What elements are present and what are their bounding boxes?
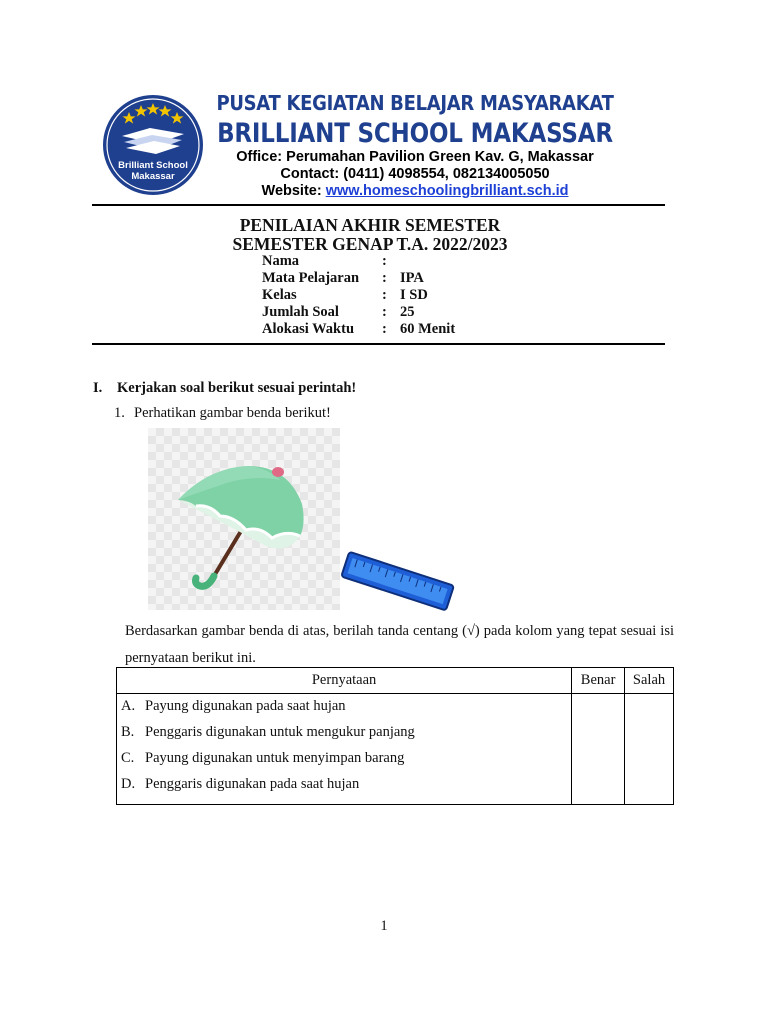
website-label: Website: [261, 183, 322, 199]
question-number: 1. [114, 405, 125, 421]
page-number: 1 [380, 918, 388, 934]
section-instruction: Kerjakan soal berikut sesuai perintah! [117, 380, 357, 396]
info-divider [92, 343, 665, 345]
statement-letter: C. [121, 750, 135, 766]
table-header-row [117, 668, 674, 694]
statement-letter: B. [121, 724, 135, 740]
ruler-icon [341, 552, 454, 611]
question-1 [114, 405, 331, 422]
umbrella-image [148, 428, 340, 610]
header-benar: Benar [572, 668, 625, 694]
logo-text-line2: Makassar [131, 171, 175, 182]
office-address: Office: Perumahan Pavilion Green Kav. G, Makassar [236, 149, 594, 165]
info-row-kelas: Kelas : I SD [262, 287, 428, 303]
info-value: IPA [400, 270, 424, 286]
school-logo [100, 92, 206, 198]
statement-item-b [121, 721, 567, 747]
info-label: Kelas [262, 287, 297, 303]
info-label: Alokasi Waktu [262, 321, 355, 337]
info-label: Nama [262, 253, 300, 269]
ruler-image [338, 550, 456, 616]
exam-info [262, 253, 455, 338]
info-label: Jumlah Soal [262, 304, 339, 320]
school-name: BRILLIANT SCHOOL MAKASSAR [217, 119, 613, 149]
statement-text: Payung digunakan pada saat hujan [145, 698, 346, 714]
section-number: I. [93, 380, 103, 396]
statement-text: Penggaris digunakan pada saat hujan [145, 776, 360, 792]
question-text: Perhatikan gambar benda berikut! [134, 405, 331, 421]
info-value: 25 [400, 304, 415, 320]
statement-table [116, 667, 674, 805]
info-row-nama: Nama : [262, 253, 387, 269]
institution-title: PUSAT KEGIATAN BELAJAR MASYARAKAT [216, 91, 614, 116]
section-heading [93, 380, 356, 397]
exam-subtitle: SEMESTER GENAP T.A. 2022/2023 [232, 234, 508, 254]
benar-answer-cell[interactable] [572, 694, 625, 805]
statement-text: Payung digunakan untuk menyimpan barang [145, 750, 405, 766]
header-divider [92, 204, 665, 206]
table-body-row [117, 694, 674, 805]
info-label: Mata Pelajaran [262, 270, 360, 286]
statement-text: Penggaris digunakan untuk mengukur panjang [145, 724, 415, 740]
info-row-jumlah: Jumlah Soal : 25 [262, 304, 415, 320]
website-line [210, 183, 620, 199]
info-value: I SD [400, 287, 428, 303]
statement-letter: D. [121, 776, 136, 792]
umbrella-icon [148, 428, 340, 610]
header-pernyataan: Pernyataan [117, 668, 572, 694]
statement-item-a [121, 695, 567, 721]
info-row-waktu: Alokasi Waktu : 60 Menit [262, 321, 456, 337]
info-row-mapel: Mata Pelajaran : IPA [262, 270, 424, 286]
info-value: 60 Menit [400, 321, 456, 337]
statement-item-d [121, 773, 567, 799]
website-link[interactable]: www.homeschoolingbrilliant.sch.id [325, 183, 569, 199]
logo-text-line1: Brilliant School [118, 160, 188, 171]
exam-title: PENILAIAN AKHIR SEMESTER [239, 215, 501, 235]
salah-answer-cell[interactable] [625, 694, 674, 805]
header-salah: Salah [625, 668, 674, 694]
contact-info: Contact: (0411) 4098554, 082134005050 [280, 166, 550, 182]
question-instruction: Berdasarkan gambar benda di atas, berilah tanda centang (√) pada kolom yang tepat sesuai isi pernyataan berikut ini. [125, 623, 674, 666]
statement-cell [117, 694, 572, 805]
statement-item-c [121, 747, 567, 773]
statement-letter: A. [121, 698, 136, 714]
